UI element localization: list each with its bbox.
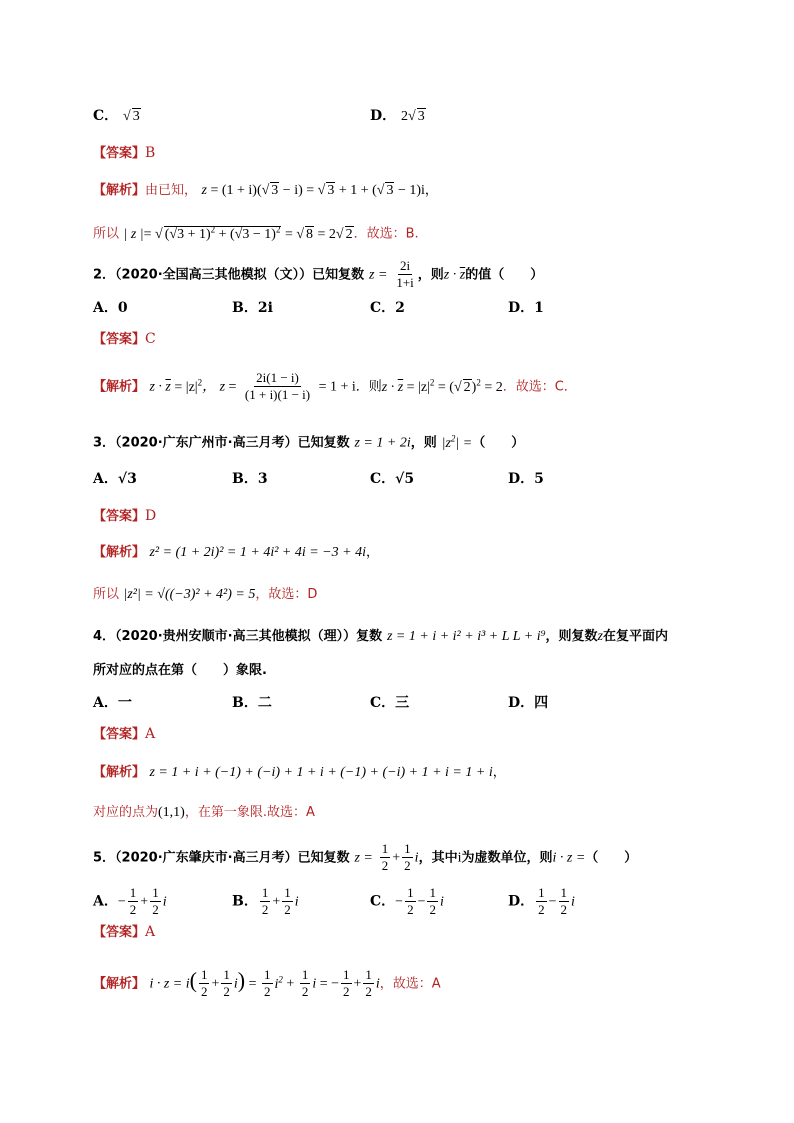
q2-option-c: C．2 (370, 300, 405, 316)
q4-option-b: B．二 (232, 695, 272, 711)
q1-analysis-line2: 所以 | z |= √ $(√3 + 1)^2 + (√3 - 1)^2$ = √ 8 = 2√ 2．故选：B. (93, 224, 419, 242)
q4-option-d: D．四 (508, 695, 549, 711)
q1-analysis-formula2: | z |= √ $(√3 + 1)^2 + (√3 - 1)^2$ = √ 8 = 2√ 2 (123, 224, 353, 242)
q3-option-b: B．3 (232, 471, 268, 487)
q2-option-d: D．1 (508, 300, 544, 316)
q4-stem-line1: 4．（2020·贵州安顺市·高三其他模拟（理））复数 z = 1 + i + i² + i³ + L L + i⁹，则复数z在复平面内 (93, 629, 668, 644)
q1-option-c: C． √ 3 (93, 108, 140, 124)
q2-stem: 2．（2020·全国高三其他模拟（文））已知复数 z = $\frac{2i}{1+i}$ ，则$z \cdot \overline{z}$的值（ ） (93, 258, 544, 290)
q5-answer: 【答案】A (93, 924, 156, 940)
q5-stem: 5．（2020·广东肇庆市·高三月考）已知复数 z = $\frac{1}{2}$ + $\frac{1}{2}$ i，其中i为虚数单位，则i · z =（ ） (93, 841, 638, 873)
q2-option-b: B．2i (232, 300, 273, 316)
q4-answer: 【答案】A (93, 726, 156, 742)
q3-option-c: C．√5 (370, 471, 415, 487)
q2-option-a: A．0 (93, 300, 128, 316)
q5-option-b: B． $\frac{1}{2}$ + $\frac{1}{2}$ i (232, 885, 299, 917)
q2-answer: 【答案】C (93, 331, 156, 347)
q1-analysis-line1: 【解析】由已知， z = (1 + i)(√ 3 − i) = √ 3 + 1 + (√ 3 − 1)i， (93, 183, 438, 198)
q5-analysis: 【解析】 i · z = i( $\frac{1}{2}$ + $\frac{1}{2}$ i) = $\frac{1}{2}$ $i^2$ + $\frac{1}{2}$ i = − $\frac{1}{2}$ + $\frac{1}{2}$ i，故选：A (93, 967, 441, 999)
q4-option-c: C．三 (370, 695, 410, 711)
q3-stem: 3．（2020·广东广州市·高三月考）已知复数 z = 1 + 2i，则 $|z^2|$ =（ ） (93, 433, 525, 451)
q5-option-d: D． $\frac{1}{2}$ − $\frac{1}{2}$ i (508, 885, 575, 917)
q1-option-d: D． 2√ 3 (370, 108, 425, 124)
q3-analysis-line1: 【解析】 z² = (1 + 2i)² = 1 + 4i² + 4i = −3 + 4i， (93, 545, 379, 560)
q5-option-c: C．− $\frac{1}{2}$ − $\frac{1}{2}$ i (370, 885, 444, 917)
q4-option-a: A．一 (93, 695, 132, 711)
q3-option-a: A．√3 (93, 471, 137, 487)
q1-answer: 【答案】B (93, 145, 156, 161)
q2-analysis-formula: $z \cdot \overline{z} = |z|^2$， z = (149, 376, 237, 395)
q3-analysis-line2: 所以 |z²| = √((−3)² + 4²) = 5，故选：D (93, 587, 318, 602)
q4-analysis-line1: 【解析】 z = 1 + i + (−1) + (−i) + 1 + i + (−1) + (−i) + 1 + i = 1 + i， (93, 765, 506, 780)
q3-answer: 【答案】D (93, 508, 157, 524)
q4-stem-line2: 所对应的点在第（ ）象限. (93, 663, 267, 678)
q5-option-a: A．− $\frac{1}{2}$ + $\frac{1}{2}$ i (93, 885, 167, 917)
q4-analysis-line2: 对应的点为(1,1)，在第一象限.故选：A (93, 805, 315, 820)
q2-analysis: 【解析】 $z \cdot \overline{z} = |z|^2$， z = $\frac{2i(1 - i)}{(1 + i)(1 - i)}$ = 1 + i．则$z \cdot \overline{z} = |z|^2$ = (√ 2)$^2$ = 2．故选：C． (93, 370, 577, 402)
q1-analysis-formula1: z = (1 + i)(√ 3 − i) = √ 3 + 1 + (√ 3 − 1)i (201, 183, 425, 198)
q3-option-d: D．5 (508, 471, 544, 487)
